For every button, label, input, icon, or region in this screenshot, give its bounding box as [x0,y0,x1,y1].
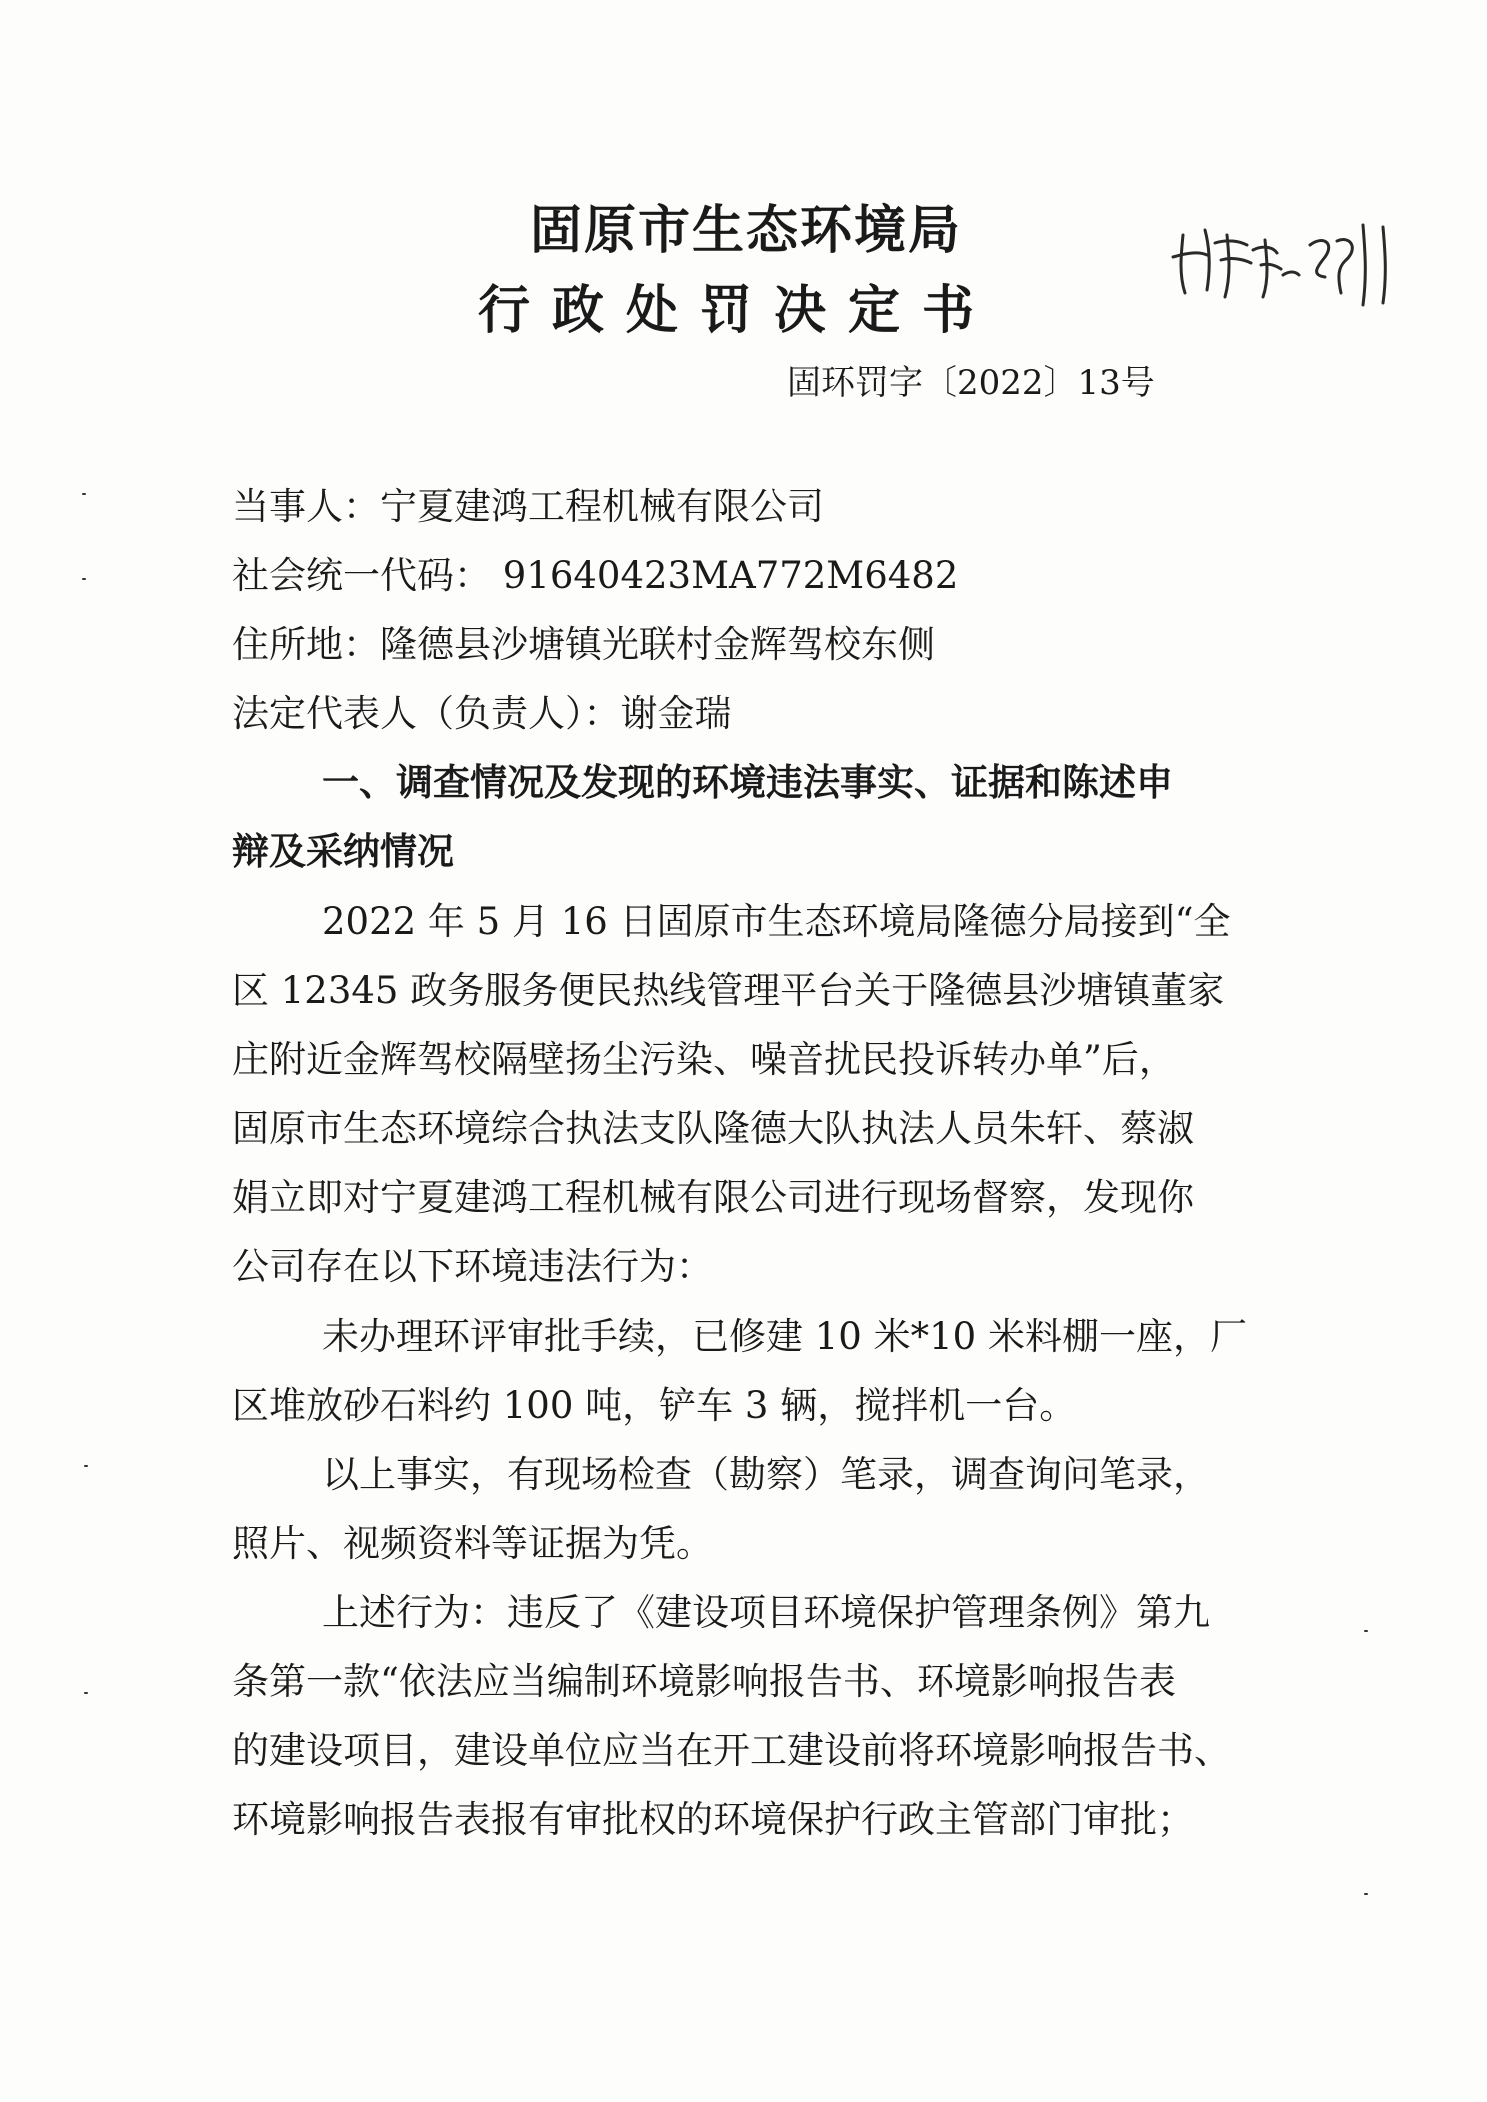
paragraph-line: 条第一款“依法应当编制环境影响报告书、环境影响报告表 [232,1660,1176,1703]
paragraph-line: 照片、视频资料等证据为凭。 [232,1522,713,1565]
paragraph-line: 区 12345 政务服务便民热线管理平台关于隆德县沙塘镇董家 [232,969,1225,1012]
scan-speck [82,578,86,580]
scan-speck [84,1692,88,1694]
paragraph-line: 公司存在以下环境违法行为： [232,1245,713,1288]
paragraph-line: 区堆放砂石料约 100 吨，铲车 3 辆，搅拌机一台。 [232,1384,1077,1427]
scan-speck [1364,1893,1368,1895]
document-number: 固环罚字〔2022〕13号 [787,363,1155,403]
document-title: 行政处罚决定书 [478,281,997,341]
paragraph-line: 上述行为：违反了《建设项目环境保护管理条例》第九 [322,1591,1210,1634]
paragraph-line: 2022 年 5 月 16 日固原市生态环境局隆德分局接到“全 [322,900,1231,943]
section-heading-cont: 辩及采纳情况 [232,830,454,873]
paragraph-line: 的建设项目，建设单位应当在开工建设前将环境影响报告书、 [232,1729,1231,1772]
scan-speck [1364,1630,1368,1632]
paragraph-line: 固原市生态环境综合执法支队隆德大队执法人员朱轩、蔡淑 [232,1107,1194,1150]
scan-speck [82,493,86,495]
party-address: 住所地：隆德县沙塘镇光联村金辉驾校东侧 [232,623,935,666]
paragraph-line: 娟立即对宁夏建鸿工程机械有限公司进行现场督察，发现你 [232,1176,1194,1219]
issuer-title: 固原市生态环境局 [530,201,963,261]
legal-representative: 法定代表人（负责人）：谢金瑞 [232,692,732,735]
paragraph-line: 庄附近金辉驾校隔壁扬尘污染、噪音扰民投诉转办单”后， [232,1038,1176,1081]
paragraph-line: 以上事实，有现场检查（勘察）笔录，调查询问笔录， [322,1453,1210,1496]
party-name: 当事人：宁夏建鸿工程机械有限公司 [232,485,824,528]
scan-speck [84,1465,88,1467]
section-heading: 一、调查情况及发现的环境违法事实、证据和陈述申 [322,761,1173,804]
handwritten-signature [1165,205,1405,315]
credit-code: 社会统一代码： 91640423MA772M6482 [232,554,959,597]
paragraph-line: 环境影响报告表报有审批权的环境保护行政主管部门审批； [232,1798,1194,1841]
paragraph-line: 未办理环评审批手续，已修建 10 米*10 米料棚一座，厂 [322,1315,1247,1358]
